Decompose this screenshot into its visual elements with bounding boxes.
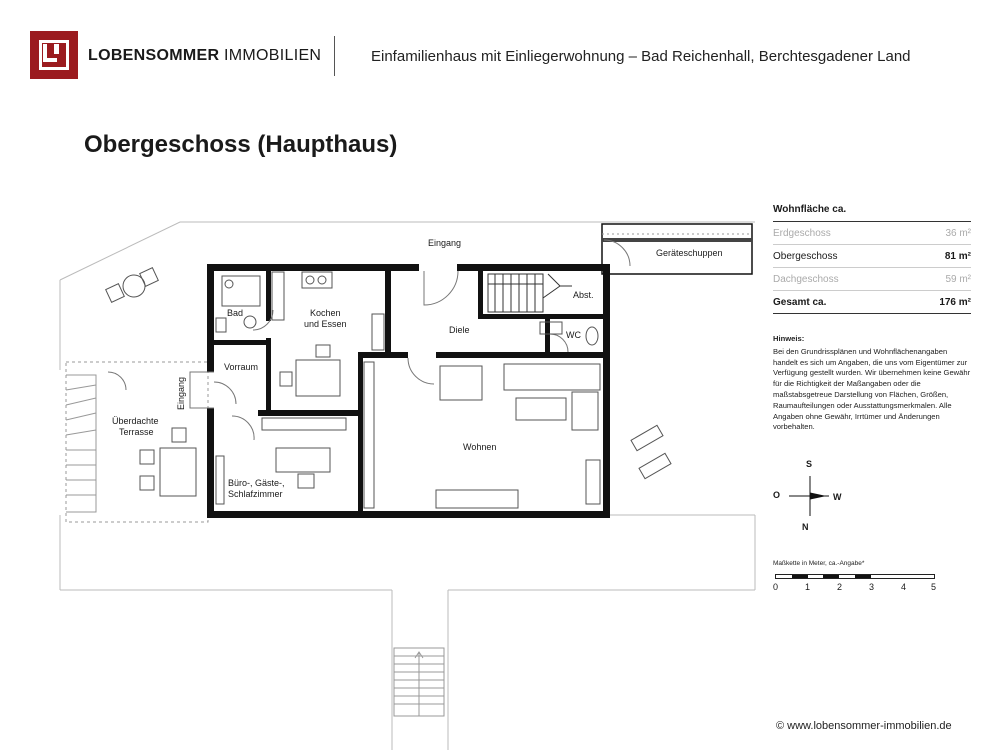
scale-tick: 3 (869, 582, 875, 592)
disclaimer-note (773, 334, 971, 433)
scale-bar (775, 574, 935, 579)
property-subtitle: Einfamilienhaus mit Einliegerwohnung – Bad Reichenhall, Berchtesgadener Land (371, 48, 911, 65)
label-terrasse-2: Terrasse (119, 427, 154, 437)
area-row-label: Dachgeschoss (773, 273, 839, 285)
area-row-label: Obergeschoss (773, 250, 838, 262)
area-row-erdgeschoss (773, 222, 971, 245)
label-diele: Diele (449, 325, 470, 335)
compass-west: W (833, 492, 842, 502)
label-abst: Abst. (573, 290, 594, 300)
label-eingang-side: Eingang (176, 376, 186, 410)
compass-south: S (806, 459, 813, 469)
label-vorraum: Vorraum (224, 362, 259, 372)
area-total-label: Gesamt ca. (773, 296, 827, 308)
interior-staircase (488, 274, 572, 312)
area-row-dachgeschoss (773, 268, 971, 291)
living-area-table (773, 204, 971, 314)
page-title: Obergeschoss (Haupthaus) (84, 131, 398, 158)
interior-walls (214, 271, 610, 511)
scale-tick: 5 (931, 582, 937, 592)
area-row-value: 36 m² (945, 227, 971, 239)
label-geraeteschuppen: Geräteschuppen (656, 248, 723, 258)
note-text: Bei den Grundrissplänen und Wohnflächenangaben handelt es sich um Angaben, die uns vom Eigentümer zur Verfügung gestellt wurden. Wir übernehmen keine Gewähr für die Richtigkeit der Maßangaben oder die maßstabsgetreue Darstellung von Flächen, Größen, Raumaufteilungen oder Ausstattungsmerkmalen. Alle Angaben ohne Gewähr, Irrtümer und Änderungen vorbehalten. (773, 346, 971, 432)
label-kochen-2: und Essen (304, 319, 347, 329)
label-terrasse-1: Überdachte (112, 416, 159, 426)
label-kochen-1: Kochen (310, 308, 341, 318)
scale-tick: 0 (773, 582, 779, 592)
scale-tick: 2 (837, 582, 843, 592)
label-buero-2: Schlafzimmer (228, 489, 283, 499)
area-total-value: 176 m² (939, 296, 971, 308)
area-row-total (773, 291, 971, 314)
label-bad: Bad (227, 308, 244, 318)
compass-rose (789, 476, 829, 516)
brand-name-light: IMMOBILIEN (219, 47, 322, 64)
label-eingang-top: Eingang (428, 238, 462, 248)
scale-tick: 4 (901, 582, 907, 592)
entrance-stairs (394, 648, 444, 716)
area-row-label: Erdgeschoss (773, 227, 831, 239)
scale-tick: 1 (805, 582, 811, 592)
scale-label: Maßkette in Meter, ca.-Angabe* (773, 560, 865, 567)
label-wc: WC (566, 330, 581, 340)
copyright-link[interactable]: © www.lobensommer-immobilien.de (776, 720, 952, 732)
brand-name-bold: LOBENSOMMER (88, 47, 220, 64)
area-table-heading: Wohnfläche ca. (773, 204, 971, 222)
compass-east: O (773, 490, 781, 500)
compass-north: N (802, 522, 809, 532)
label-wohnen: Wohnen (463, 442, 497, 452)
terrace-stairs (66, 375, 96, 512)
note-title: Hinweis: (773, 334, 805, 343)
area-row-obergeschoss (773, 245, 971, 268)
site-outline (60, 222, 755, 750)
label-buero-1: Büro-, Gäste-, (228, 478, 285, 488)
area-row-value: 81 m² (944, 250, 971, 262)
area-row-value: 59 m² (945, 273, 971, 285)
